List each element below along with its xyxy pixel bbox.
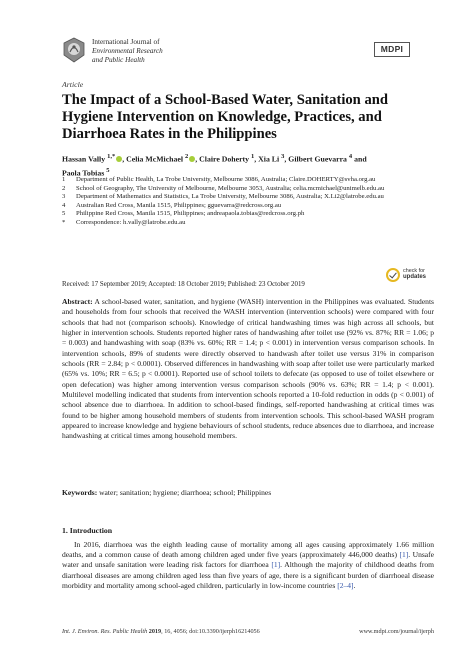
intro-text: . — [353, 580, 356, 590]
publication-dates: Received: 17 September 2019; Accepted: 18 October 2019; Published: 23 October 2019 — [62, 281, 305, 288]
keywords-text: water; sanitation; hygiene; diarrhoea; school; Philippines — [99, 488, 272, 497]
author-name[interactable]: Paola Tobias — [62, 168, 105, 178]
author-affiliation-sup: 1,* — [107, 153, 116, 160]
orcid-icon[interactable] — [189, 156, 195, 162]
check-updates-icon — [386, 268, 400, 282]
affiliation-number: 4 — [62, 201, 66, 209]
affiliation-item — [62, 176, 432, 185]
journal-emblem-icon — [62, 37, 86, 63]
journal-name-line3: and Public Health — [92, 56, 145, 64]
affiliation-text: Australian Red Cross, Manila 1515, Philippines; gguevarra@redcross.org.au — [76, 201, 282, 209]
journal-name-line1: International Journal of — [92, 38, 160, 46]
footer-journal-url[interactable]: www.mdpi.com/journal/ijerph — [359, 628, 434, 635]
journal-name — [92, 38, 163, 65]
orcid-icon[interactable] — [116, 156, 122, 162]
affiliation-number: 3 — [62, 193, 66, 201]
author-name[interactable]: Xia Li — [258, 154, 280, 164]
affiliation-item — [62, 185, 432, 194]
check-updates-line2: updates — [403, 274, 427, 281]
author-name[interactable]: Celia McMichael — [126, 154, 184, 164]
abstract — [62, 297, 434, 442]
author-affiliation-sup: 4 — [348, 153, 353, 160]
author-affiliation-sup: 3 — [281, 153, 285, 160]
intro-text: . Although the majority of childhood deaths from diarrhoeal diseases are among children aged less than five years of age, there is a significant burden of diarrhoeal disease morbidity and mortality among school-aged children, particularly in low-income countries — [62, 560, 435, 590]
affiliation-item — [62, 219, 432, 228]
citation-link[interactable]: [2–4] — [337, 580, 354, 590]
keywords-label: Keywords: — [62, 488, 98, 497]
affiliation-text: Correspondence: h.vally@latrobe.edu.au — [76, 218, 186, 226]
keywords — [62, 488, 434, 498]
author-list: Hassan Vally $^{1,*}$ , Celia McMichael $^2$ , Claire Doherty $^1$, Xia Li $^3$, Gilbert Guevarra $^4$ and Paola Tobias $^5$ — [62, 153, 367, 178]
affiliation-number: 1 — [62, 176, 66, 183]
article-type: Article — [62, 80, 84, 89]
intro-text: In 2016, diarrhoea was the eighth leading cause of mortality among all ages causing approximately 1.66 million deaths, and a common cause of death among children aged under five years (approximately 446,000 deaths) — [62, 540, 434, 560]
author-affiliation-sup: 1 — [251, 153, 255, 160]
page-footer — [62, 628, 434, 635]
affiliation-text: Department of Public Health, La Trobe University, Melbourne 3086, Australia; Claire.DOHERTY@svha.org.au — [76, 176, 376, 183]
footer-citation — [62, 628, 260, 635]
author-name[interactable]: Gilbert Guevarra — [288, 154, 347, 164]
affiliation-number: 2 — [62, 184, 66, 192]
footer-journal-abbr: Int. J. Environ. Res. Public Health — [62, 628, 148, 635]
author-conjunction: and — [354, 154, 367, 164]
article-title: The Impact of a School-Based Water, Sanitation and Hygiene Intervention on Knowledge, Practices, and Diarrhoea Rates in the Philippines — [62, 92, 388, 142]
author-affiliation-sup: 2 — [185, 153, 189, 160]
affiliation-item — [62, 210, 432, 219]
affiliation-text: Department of Mathematics and Statistics, La Trobe University, Melbourne 3086, Australia; X.Li2@latrobe.edu.au — [76, 193, 384, 201]
affiliation-number: * — [62, 218, 66, 226]
abstract-text: A school-based water, sanitation, and hygiene (WASH) intervention in the Philippines was evaluated. Students and households from four schools that received the WASH intervention (intervention schools) were compared with four schools that had not (comparison schools). Knowledge of critical handwashing times was high across all schools, but higher in intervention schools. Students reported higher rates of handwashing after toilet use (92% vs. 87%; RR = 1.06; p = 0.003) and handwashing with soap (83% vs. 60%; RR = 1.4; p < 0.001) in intervention versus comparison schools. In intervention schools, 89% of students were directly observed to handwash after toilet use versus 31% in comparison schools (RR = 2.84; p < 0.0001). Observed differences in handwashing with soap after toilet use were particularly marked (65% vs. 10%; RR = 6.5; p < 0.0001). Reported use of school toilets to defecate (as opposed to use of toilet elsewhere or open defecation) was higher among intervention versus comparison schools (90% vs. 63%; RR = 1.4; p < 0.001). Multilevel modelling indicated that students from intervention schools reported a 10-fold reduction in odds (p < 0.001) of school absence due to diarrhoea. In addition to school-based findings, self-reported handwashing at critical times was found to be higher among household members of students from intervention schools. This school-based WASH program appeared to increase knowledge and hygiene behaviours of school students, reduce absences due to diarrhoea, and increase handwashing at critical times among household members. — [62, 297, 434, 441]
citation-link[interactable]: [1] — [399, 550, 409, 560]
affiliation-number: 5 — [62, 210, 66, 218]
section-heading: 1. Introduction — [62, 526, 113, 535]
check-for-updates-badge[interactable] — [386, 266, 426, 290]
affiliations — [62, 176, 432, 228]
abstract-label: Abstract: — [62, 297, 93, 306]
footer-volume-doi: , 16, 4056; doi:10.3390/ijerph16214056 — [161, 628, 260, 635]
introduction-paragraph — [62, 540, 434, 591]
affiliation-text: Philippine Red Cross, Manila 1515, Philippines; andreapaola.tobias@redcross.org.ph — [76, 210, 305, 218]
mdpi-logo[interactable]: MDPI — [374, 42, 410, 57]
author-name[interactable]: Hassan Vally — [62, 154, 106, 164]
check-updates-text — [403, 268, 426, 281]
author-affiliation-sup: 5 — [106, 166, 110, 174]
journal-name-line2: Environmental Research — [92, 47, 163, 55]
check-updates-line1: check for — [403, 268, 425, 274]
citation-link[interactable]: [1] — [271, 560, 281, 570]
author-name[interactable]: Claire Doherty — [199, 154, 250, 164]
affiliation-item — [62, 202, 432, 211]
affiliation-text: School of Geography, The University of Melbourne, Melbourne 3053, Australia; celia.mcmichael@unimelb.edu.au — [76, 184, 385, 192]
footer-year: 2019 — [148, 628, 162, 635]
affiliation-item — [62, 193, 432, 202]
intro-text: . Unsafe water and unsafe sanitation were leading risk factors for diarrhoea — [62, 550, 434, 570]
